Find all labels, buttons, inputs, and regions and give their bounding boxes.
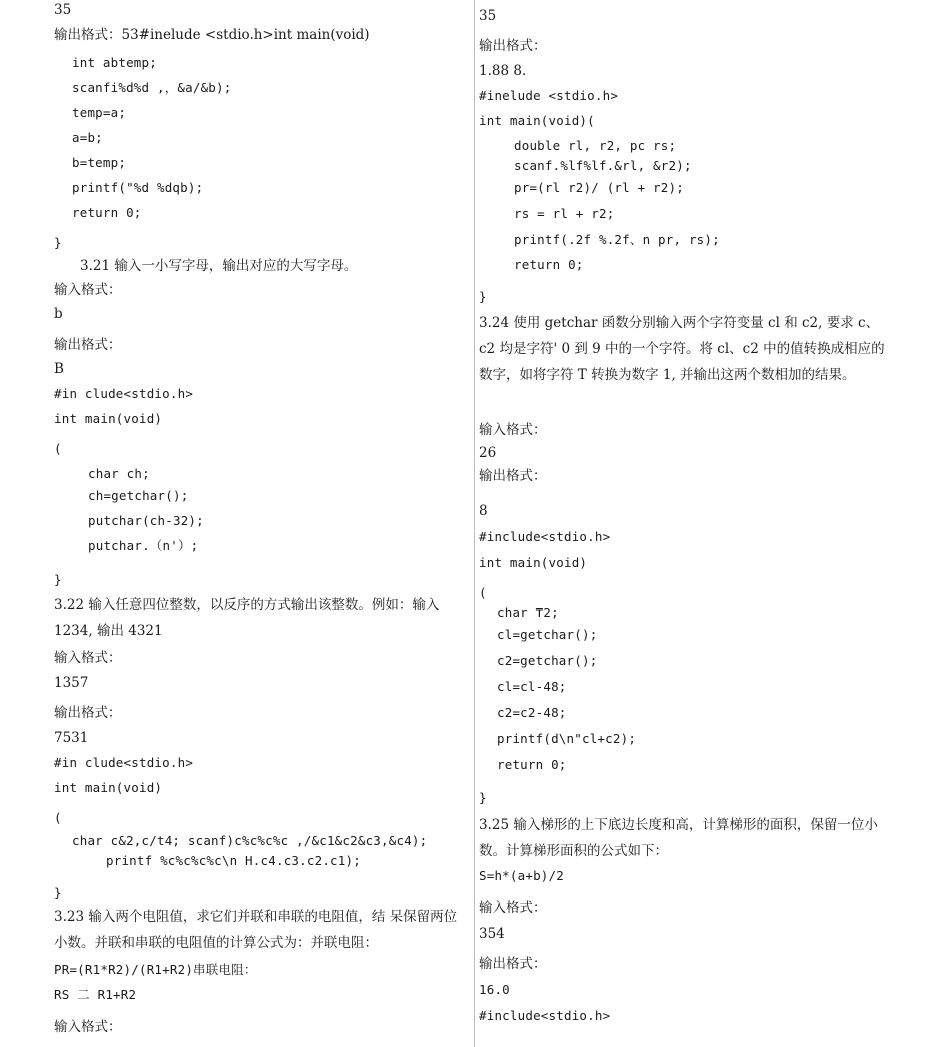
code-line: ( [479, 585, 487, 600]
code-line: } [54, 572, 62, 587]
output-format-label: 输出格式： [54, 705, 122, 721]
code-line: ch=getchar(); [88, 488, 189, 503]
code-line: #inelude <stdio.h> [479, 88, 619, 103]
code-line: ( [54, 441, 62, 456]
code-line: int main(void) [479, 555, 588, 570]
text-line: 1.88 8. [479, 63, 527, 79]
code-line: int main(void)( [479, 113, 595, 128]
section-heading: 3.23 输入两个电阻值，求它们并联和串联的电阻值，结 呆保留两位小数。并联和串联的电阻值的计算公式为：并联电阻： [54, 909, 458, 951]
code-line: int abtemp; [72, 55, 157, 70]
code-line: #include<stdio.h> [479, 529, 611, 544]
code-line: } [54, 235, 62, 250]
code-line: int main(void) [54, 411, 163, 426]
text-line: b [54, 306, 63, 322]
code-line: b=temp; [72, 155, 127, 170]
section-heading: 3.25 输入梯形的上下底边长度和高，计算梯形的面积，保留一位小数。计算梯形面积的公式如下： [479, 817, 878, 859]
code-line: return 0; [497, 757, 567, 772]
code-line: char ch; [88, 466, 150, 481]
code-line: printf %c%c%c%c\n H.c4.c3.c2.c1); [106, 853, 361, 868]
code-line: temp=a; [72, 105, 127, 120]
code-line: scanf.%lf%lf.&rl, &r2); [514, 158, 692, 173]
column-divider [474, 0, 475, 1047]
section-heading: 3.24 使用 getchar 函数分别输入两个字符变量 cl 和 c2, 要求 c、c2 均是字符' 0 到 9 中的一个字符。将 cl、c2 中的值转换成相应的数字，如将字符 T 转换为数字 1, 并输出这两个数相加的结果。 [479, 315, 885, 383]
code-line: #in clude<stdio.h> [54, 755, 194, 770]
text-line: 输出格式：53#inelude <stdio.h>int main(void) [54, 27, 370, 43]
code-line: a=b; [72, 130, 103, 145]
code-line: } [54, 885, 62, 900]
section-heading: 3.21 输入一小写字母，输出对应的大写字母。 [80, 258, 358, 274]
code-line: cl=getchar(); [497, 627, 598, 642]
input-format-label: 输入格式： [54, 650, 122, 666]
code-line: printf(d\n"cl+c2); [497, 731, 637, 746]
code-line: putchar(ch-32); [88, 513, 204, 528]
text-line: 354 [479, 926, 505, 942]
code-line: } [479, 790, 487, 805]
code-line: 16.0 [479, 982, 510, 997]
text-line: B [54, 361, 64, 377]
code-line: cl=cl-48; [497, 679, 567, 694]
code-line: int main(void) [54, 780, 163, 795]
code-line: putchar.（n'）; [88, 538, 199, 553]
code-line: scanfi%d%d ,，&a/&b); [72, 80, 232, 95]
code-line: return 0; [72, 205, 142, 220]
text-line: 7531 [54, 730, 89, 746]
text-line: 35 [479, 8, 497, 24]
code-line: char ₸2; [497, 605, 559, 620]
text-line: 26 [479, 445, 497, 461]
output-format-label: 输出格式： [479, 468, 547, 484]
input-format-label: 输入格式： [54, 282, 122, 298]
code-line: RS 二 R1+R2 [54, 987, 137, 1002]
input-format-label: 输入格式： [479, 422, 547, 438]
code-line: #in clude<stdio.h> [54, 386, 194, 401]
output-format-label: 输出格式： [479, 956, 547, 972]
output-format-label: 输出格式： [54, 337, 122, 353]
code-line: c2=getchar(); [497, 653, 598, 668]
input-format-label: 输入格式： [479, 900, 547, 916]
code-line: } [479, 289, 487, 304]
code-line: printf("%d %dqb); [72, 180, 204, 195]
code-line: S=h*(a+b)/2 [479, 868, 564, 883]
code-line: ( [54, 810, 62, 825]
code-line: #include<stdio.h> [479, 1008, 611, 1023]
output-format-label: 输出格式： [479, 38, 547, 54]
input-format-label: 输入格式： [54, 1019, 122, 1035]
text-line: 1357 [54, 675, 89, 691]
code-line: pr=(rl r2)/ (rl + r2); [514, 180, 684, 195]
code-line: c2=c2-48; [497, 705, 567, 720]
text-line: 8 [479, 503, 488, 519]
code-line: printf(.2f %.2f、n pr, rs); [514, 232, 720, 247]
code-line: rs = rl + r2; [514, 206, 615, 221]
text-line: 35 [54, 2, 72, 18]
section-heading: 3.22 输入任意四位整数，以反序的方式输出该整数。例如：输入 1234, 输出 4321 [54, 597, 440, 639]
code-line: char c&2,c/t4; scanf)c%c%c%c ,/&c1&c2&c3,&c4); [72, 833, 428, 848]
code-line: PR=(R1*R2)/(R1+R2)串联电阻： [54, 962, 257, 977]
code-line: double rl, r2, pc rs; [514, 138, 677, 153]
code-line: return 0; [514, 257, 584, 272]
